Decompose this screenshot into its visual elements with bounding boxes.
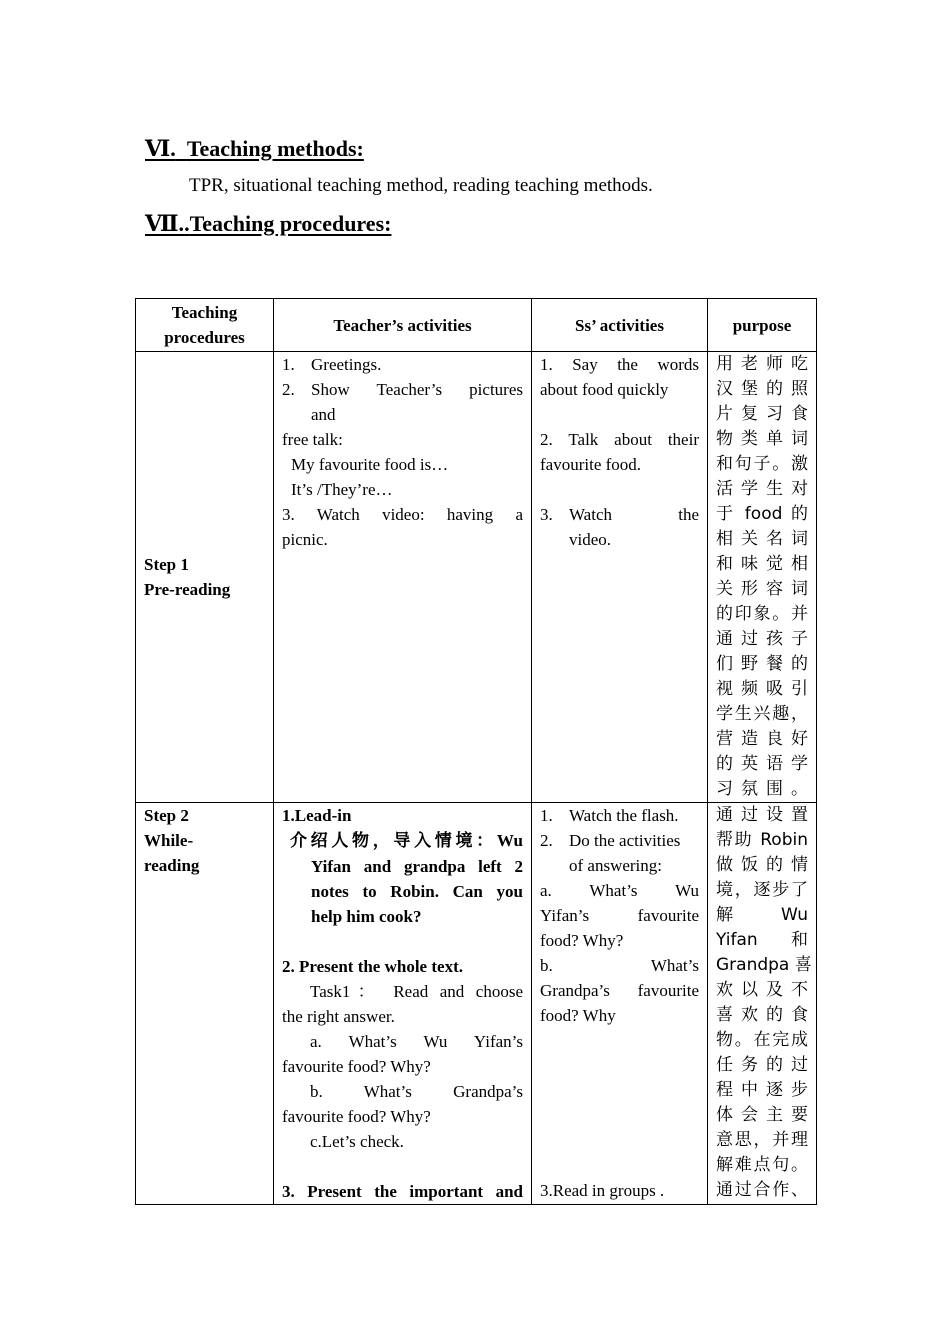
activity-line: 2. Present the whole text.: [282, 957, 463, 976]
table-row: [136, 352, 817, 803]
activity-line: of answering:: [569, 856, 663, 875]
teacher-activities-cell: [274, 803, 532, 1205]
header-teachers-activities: Teacher’s activities: [274, 299, 532, 352]
activity-line: c.Let’s check.: [310, 1132, 404, 1151]
activity-line: 3. Watch video: having a: [282, 505, 523, 524]
purpose-line: 于 food 的: [716, 504, 808, 524]
step-label: Step 2: [144, 806, 189, 825]
section-heading-teaching-methods: [145, 136, 364, 162]
activity-line: 3.Read in groups .: [540, 1181, 665, 1200]
purpose-cell: [708, 803, 817, 1205]
activity-line: notes to Robin. Can you: [311, 882, 523, 901]
step-name: reading: [144, 856, 200, 875]
purpose-line: 活学生对: [716, 479, 808, 499]
purpose-line: 喜欢的食: [716, 1005, 808, 1025]
header-ss-activities: Ss’ activities: [532, 299, 708, 352]
ss-activities-cell: 1. Say the words about food quickly 2. Talk about their favourite food. 3. Watch the video.: [532, 352, 708, 803]
section-title: Teaching procedures:: [189, 211, 392, 236]
activity-line: It’s /They’re…: [291, 480, 393, 499]
activity-line: Yifan and grandpa left 2: [311, 857, 523, 876]
activity-line: the right answer.: [282, 1007, 395, 1026]
purpose-line: 境，逐步了: [716, 880, 808, 900]
activity-line: Do the activities: [569, 831, 681, 850]
activity-line: favourite food.: [540, 455, 642, 474]
purpose-line: 习氛围。: [716, 779, 808, 799]
activity-line: video.: [569, 530, 612, 549]
activity-line: food? Why: [540, 1006, 616, 1025]
teacher-activities-cell: 1. Greetings. 2. Show Teacher’s pictures and free talk: My favourite food is… It’s /They’re… 3. Watch video: having a picnic.: [274, 352, 532, 803]
purpose-line: 汉堡的照: [716, 379, 808, 399]
purpose-line: Grandpa 喜: [716, 955, 812, 975]
activity-line: picnic.: [282, 530, 328, 549]
activity-line: 介绍人物，导入情境：Wu: [290, 831, 523, 851]
activity-line: favourite food? Why?: [282, 1057, 431, 1076]
activity-line: b. What’s: [540, 956, 699, 975]
activity-line: Grandpa’s favourite: [540, 981, 699, 1000]
purpose-line: 物类单词: [716, 429, 808, 449]
step-name: While-: [144, 831, 194, 850]
purpose-line: 营造良好: [716, 729, 808, 749]
purpose-line: 和味觉相: [716, 554, 808, 574]
purpose-line: 和句子。激: [716, 454, 808, 474]
section-number: Ⅶ.: [145, 211, 185, 236]
activity-line: 1. Say the words: [540, 355, 699, 374]
purpose-line: 的印象。并: [716, 604, 808, 624]
activity-line: food? Why?: [540, 931, 624, 950]
activity-line: a. What’s Wu: [540, 881, 699, 900]
activity-line: about food quickly: [540, 380, 669, 399]
purpose-line: 通过合作、: [716, 1180, 808, 1200]
purpose-line: 学生兴趣，: [716, 704, 808, 724]
activity-line: b. What’s Grandpa’s: [310, 1082, 523, 1101]
purpose-line: 视频吸引: [716, 679, 808, 699]
activity-line: help him cook?: [311, 907, 422, 926]
purpose-line: 意思，并理: [716, 1130, 808, 1150]
purpose-line: 片复习食: [716, 404, 808, 424]
activity-line: Task1： Read and choose: [310, 982, 523, 1001]
activity-line: Greetings.: [311, 355, 382, 374]
activity-line: Watch the flash.: [569, 806, 679, 825]
purpose-line: 欢以及不: [716, 980, 808, 1000]
section-heading-teaching-procedures: Ⅶ..Teaching procedures:: [145, 211, 392, 236]
activity-line: Yifan’s favourite: [540, 906, 699, 925]
purpose-line: 解 Wu: [716, 905, 808, 925]
activity-line: My favourite food is…: [291, 455, 449, 474]
step-cell: [136, 803, 274, 1205]
step-cell: [136, 352, 274, 803]
purpose-line: 通过孩子: [716, 629, 808, 649]
purpose-line: Yifan 和: [716, 930, 808, 950]
activity-line: Show Teacher’s pictures: [311, 380, 523, 399]
section-title: Teaching methods:: [186, 136, 364, 161]
purpose-line: 帮助 Robin: [716, 830, 808, 850]
procedures-table: [135, 298, 817, 1205]
purpose-line: 程中逐步: [716, 1080, 808, 1100]
table-header-row: [136, 299, 817, 352]
purpose-line: 关形容词: [716, 579, 808, 599]
activity-line: 3. Present the important and: [282, 1182, 523, 1201]
purpose-line: 通过设置: [716, 805, 808, 825]
purpose-line: 解难点句。: [716, 1155, 808, 1175]
header-teaching-procedures: Teaching procedures: [136, 299, 274, 352]
activity-line: favourite food? Why?: [282, 1107, 431, 1126]
step-label: Step 1: [144, 555, 189, 574]
activity-line: 2. Talk about their: [540, 430, 699, 449]
header-purpose: purpose: [708, 299, 817, 352]
section-number: Ⅵ.: [145, 136, 176, 161]
activity-line: 1.Lead-in: [282, 806, 352, 825]
step-name: Pre-reading: [144, 580, 231, 599]
purpose-line: 用老师吃: [716, 354, 808, 374]
purpose-line: 任务的过: [716, 1055, 808, 1075]
ss-activities-cell: 1. Watch the flash. 2. Do the activities of answering: a. What’s Wu Yifan’s favourite food? Why? b. What’s Grandpa’s favourite food? Why 3.Read in groups .: [532, 803, 708, 1205]
purpose-line: 相关名词: [716, 529, 808, 549]
activity-line: Watch the: [569, 505, 699, 524]
activity-line: free talk:: [282, 430, 343, 449]
purpose-line: 们野餐的: [716, 654, 808, 674]
purpose-line: 体会主要: [716, 1105, 808, 1125]
teaching-methods-text: TPR, situational teaching method, reading teaching methods.: [189, 175, 653, 196]
purpose-line: 的英语学: [716, 754, 808, 774]
activity-line: a. What’s Wu Yifan’s: [310, 1032, 523, 1051]
table-row: [136, 803, 817, 1205]
purpose-line: 物。在完成: [716, 1030, 808, 1050]
activity-line: and: [311, 405, 336, 424]
purpose-line: 做饭的情: [716, 855, 808, 875]
purpose-cell: [708, 352, 817, 803]
